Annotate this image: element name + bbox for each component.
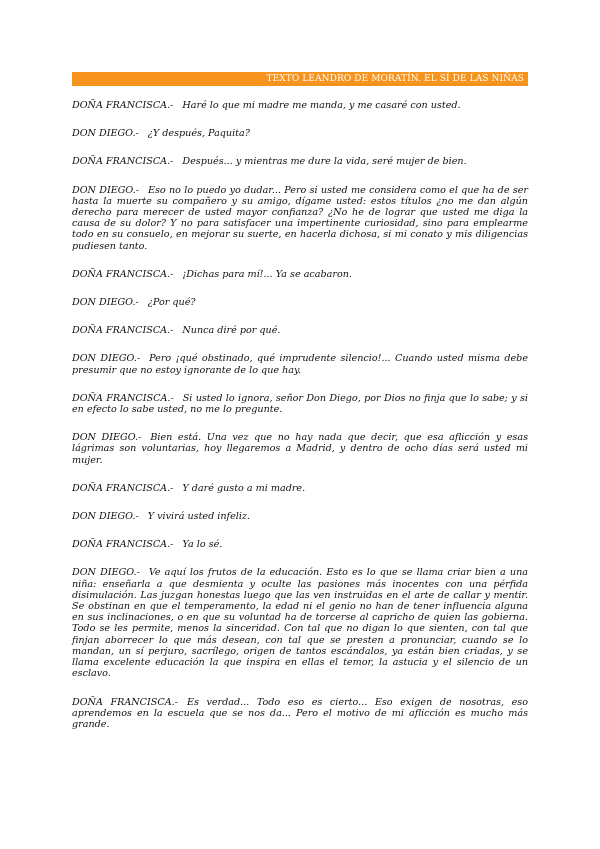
dialogue-line: Eso no lo puedo yo dudar... Pero si usted me considera como el que ha de ser hasta la muerte su compañero y su amigo, dígame usted: estos títulos ¿no me dan algún derecho para merecer de usted mayor confianza? ¿No he de lograr que usted me diga la causa de su dolor? Y no para satisfacer una impertinente curiosidad, sino para emplearme todo en su consuelo, en mejorar su suerte, en hacerla dichosa, si mi conato y mis diligencias pudiesen tanto. <box>72 184 528 252</box>
dialogue-line: Y vivirá usted infeliz. <box>147 511 251 523</box>
dialogue-body <box>72 100 528 747</box>
dialogue-paragraph <box>72 128 528 139</box>
speaker-name: DOÑA FRANCISCA.- <box>72 156 174 168</box>
dialogue-line: Después... y mientras me dure la vida, seré mujer de bien. <box>182 156 467 168</box>
speaker-name: DOÑA FRANCISCA.- <box>72 482 174 494</box>
dialogue-line: Ve aquí los frutos de la educación. Esto es lo que se llama criar bien a una niña: enseñarla a que desmienta y oculte las pasiones más inocentes con una pérfida disimulación. Las juzgan honestas luego que las ven instruidas en el arte de callar y mentir. Se obstinan en que el temperamento, la edad ni el genio no han de tener influencia alguna en sus inclinaciones, o en que su voluntad ha de torcerse al capricho de quien las gobierna. Todo se les permite, menos la sinceridad. Con tal que no digan lo que sienten, con tal que finjan aborrecer lo que más desean, con tal que se presten a pronunciar, cuando se lo mandan, un sí perjuro, sacrílego, origen de tantos escándalos, ya están bien criadas, y se llama excelente educación la que inspira en ellas el temor, la astucia y el silencio de un esclavo. <box>72 567 528 680</box>
speaker-name: DON DIEGO.- <box>72 297 139 309</box>
dialogue-line: Haré lo que mi madre me manda, y me casaré con usted. <box>182 100 461 111</box>
speaker-name: DOÑA FRANCISCA.- <box>72 539 174 551</box>
dialogue-line: Si usted lo ignora, señor Don Diego, por Dios no finja que lo sabe; y si en efecto lo sabe usted, no me lo pregunte. <box>72 392 528 416</box>
dialogue-paragraph <box>72 269 528 280</box>
dialogue-line: Bien está. Una vez que no hay nada que decir, que esa aflicción y esas lágrimas son voluntarias, hoy llegaremos a Madrid, y dentro de ocho días será usted mi mujer. <box>72 432 528 466</box>
speaker-name: DON DIEGO.- <box>72 567 140 579</box>
header-title: TEXTO LEANDRO DE MORATÍN. EL SÍ DE LAS NIÑAS <box>266 74 524 84</box>
dialogue-paragraph <box>72 567 528 679</box>
dialogue-paragraph <box>72 539 528 550</box>
speaker-name: DOÑA FRANCISCA.- <box>72 696 178 708</box>
dialogue-paragraph <box>72 297 528 308</box>
dialogue-paragraph <box>72 697 528 731</box>
dialogue-paragraph <box>72 432 528 466</box>
speaker-name: DOÑA FRANCISCA.- <box>72 325 174 337</box>
dialogue-line: Y daré gusto a mi madre. <box>182 482 306 494</box>
dialogue-line: ¿Por qué? <box>147 297 196 309</box>
dialogue-paragraph <box>72 393 528 415</box>
dialogue-paragraph <box>72 483 528 494</box>
dialogue-line: Pero ¡qué obstinado, qué imprudente silencio!... Cuando usted misma debe presumir que no estoy ignorante de lo que hay. <box>72 353 528 376</box>
dialogue-paragraph <box>72 100 528 111</box>
dialogue-line: Nunca diré por qué. <box>182 325 281 337</box>
speaker-name: DON DIEGO.- <box>72 128 139 140</box>
dialogue-paragraph <box>72 325 528 336</box>
dialogue-line: ¡Dichas para mí!... Ya se acabaron. <box>182 268 352 280</box>
speaker-name: DON DIEGO.- <box>72 511 139 523</box>
speaker-name: DON DIEGO.- <box>72 432 142 444</box>
header-bar <box>72 72 528 86</box>
speaker-name: DON DIEGO.- <box>72 184 139 196</box>
dialogue-paragraph <box>72 185 528 252</box>
dialogue-line: ¿Y después, Paquita? <box>147 128 250 140</box>
dialogue-paragraph <box>72 353 528 375</box>
speaker-name: DOÑA FRANCISCA.- <box>72 268 174 280</box>
speaker-name: DOÑA FRANCISCA.- <box>72 392 174 404</box>
dialogue-paragraph <box>72 156 528 167</box>
speaker-name: DON DIEGO.- <box>72 353 141 365</box>
speaker-name: DOÑA FRANCISCA.- <box>72 100 174 111</box>
dialogue-line: Es verdad... Todo eso es cierto... Eso exigen de nosotras, eso aprendemos en la escuela que se nos da... Pero el motivo de mi aflicción es mucho más grande. <box>72 696 528 730</box>
dialogue-line: Ya lo sé. <box>182 539 223 551</box>
dialogue-paragraph <box>72 511 528 522</box>
